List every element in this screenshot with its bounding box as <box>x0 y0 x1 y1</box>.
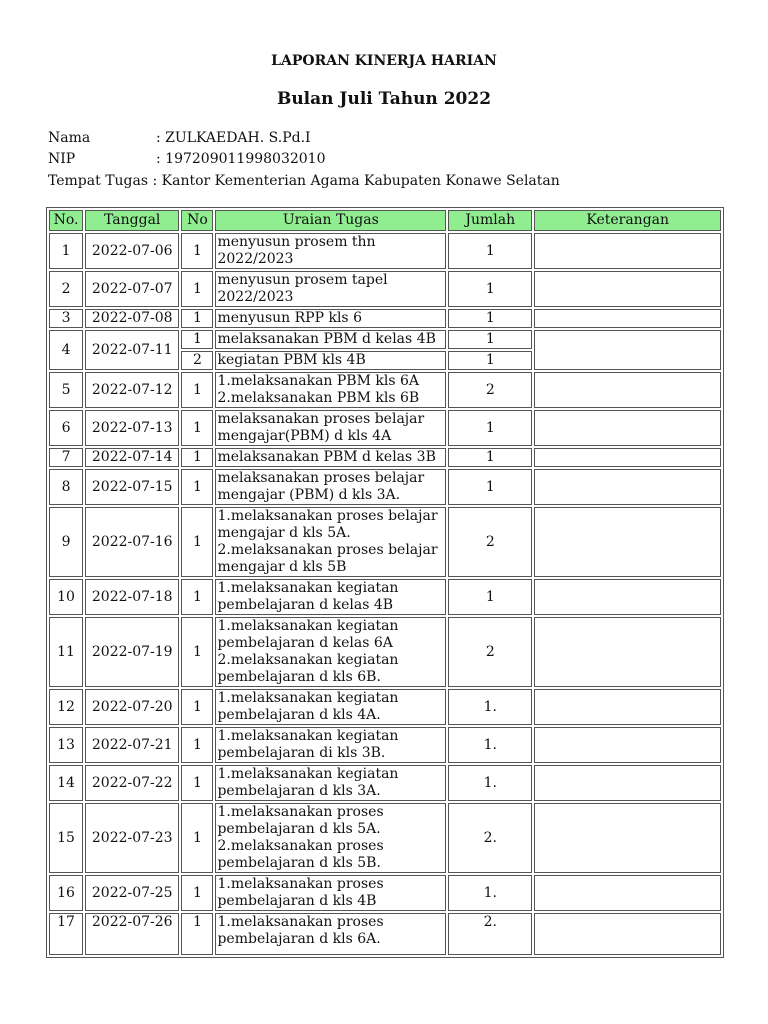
cell-jumlah: 1. <box>448 727 532 763</box>
cell-jumlah: 1 <box>448 309 532 328</box>
cell-tanggal: 2022-07-07 <box>85 271 179 307</box>
table-row <box>49 469 721 505</box>
cell-tanggal: 2022-07-19 <box>85 617 179 687</box>
cell-tanggal: 2022-07-11 <box>85 330 179 370</box>
cell-task-no: 1 <box>181 765 213 801</box>
nip-label: NIP <box>48 151 76 167</box>
cell-jumlah: 1 <box>448 233 532 269</box>
cell-task-no: 1 <box>181 271 213 307</box>
cell-jumlah: 1 <box>448 448 532 467</box>
table-row <box>49 410 721 446</box>
table-row <box>49 689 721 725</box>
table-row <box>49 233 721 269</box>
table-row <box>49 372 721 408</box>
cell-uraian: menyusun prosem tapel 2022/2023 <box>215 271 446 307</box>
table-header <box>49 210 721 231</box>
cell-no: 2 <box>49 271 83 307</box>
cell-keterangan <box>534 617 721 687</box>
cell-no: 6 <box>49 410 83 446</box>
cell-task-no: 1 <box>181 913 213 955</box>
cell-task-no: 1 <box>181 330 213 349</box>
cell-jumlah: 1 <box>448 271 532 307</box>
cell-jumlah: 1. <box>448 765 532 801</box>
cell-keterangan <box>534 448 721 467</box>
cell-tanggal: 2022-07-06 <box>85 233 179 269</box>
nama-value: : ZULKAEDAH. S.Pd.I <box>156 130 311 146</box>
cell-tanggal: 2022-07-20 <box>85 689 179 725</box>
cell-uraian: kegiatan PBM kls 4B <box>215 351 446 370</box>
info-tempat-tugas <box>48 172 560 190</box>
cell-uraian: 1.melaksanakan kegiatan pembelajaran d kelas 6A 2.melaksanakan kegiatan pembelajaran d kls 6B. <box>215 617 446 687</box>
cell-task-no: 1 <box>181 410 213 446</box>
cell-uraian: menyusun RPP kls 6 <box>215 309 446 328</box>
cell-tanggal: 2022-07-26 <box>85 913 179 955</box>
cell-uraian: 1.melaksanakan PBM kls 6A 2.melaksanakan PBM kls 6B <box>215 372 446 408</box>
cell-keterangan <box>534 469 721 505</box>
cell-tanggal: 2022-07-22 <box>85 765 179 801</box>
cell-task-no: 1 <box>181 469 213 505</box>
cell-tanggal: 2022-07-12 <box>85 372 179 408</box>
cell-tanggal: 2022-07-13 <box>85 410 179 446</box>
table-row <box>49 330 721 349</box>
cell-no: 1 <box>49 233 83 269</box>
cell-keterangan <box>534 579 721 615</box>
cell-tanggal: 2022-07-23 <box>85 803 179 873</box>
cell-keterangan <box>534 913 721 955</box>
cell-no: 8 <box>49 469 83 505</box>
cell-no: 11 <box>49 617 83 687</box>
cell-keterangan <box>534 689 721 725</box>
header-keterangan: Keterangan <box>534 210 721 231</box>
table-row <box>49 271 721 307</box>
report-table <box>46 207 724 958</box>
cell-no: 17 <box>49 913 83 955</box>
cell-no: 7 <box>49 448 83 467</box>
cell-no: 16 <box>49 875 83 911</box>
table-body <box>49 233 721 955</box>
cell-no: 14 <box>49 765 83 801</box>
cell-tanggal: 2022-07-08 <box>85 309 179 328</box>
header-uraian-tugas: Uraian Tugas <box>215 210 446 231</box>
cell-tanggal: 2022-07-16 <box>85 507 179 577</box>
cell-keterangan <box>534 372 721 408</box>
header-tanggal: Tanggal <box>85 210 179 231</box>
cell-task-no: 1 <box>181 579 213 615</box>
cell-task-no: 1 <box>181 507 213 577</box>
cell-no: 4 <box>49 330 83 370</box>
cell-keterangan <box>534 233 721 269</box>
cell-uraian: 1.melaksanakan kegiatan pembelajaran d kls 4A. <box>215 689 446 725</box>
nip-value: : 197209011998032010 <box>156 151 326 167</box>
table-row <box>49 579 721 615</box>
cell-tanggal: 2022-07-18 <box>85 579 179 615</box>
cell-jumlah: 2. <box>448 803 532 873</box>
cell-task-no: 1 <box>181 803 213 873</box>
cell-uraian: 1.melaksanakan proses belajar mengajar d kls 5A. 2.melaksanakan proses belajar mengajar d kls 5B <box>215 507 446 577</box>
cell-jumlah: 2 <box>448 372 532 408</box>
cell-jumlah: 1. <box>448 875 532 911</box>
tempat-value: : Kantor Kementerian Agama Kabupaten Konawe Selatan <box>152 173 560 189</box>
cell-uraian: melaksanakan PBM d kelas 3B <box>215 448 446 467</box>
cell-uraian: melaksanakan proses belajar mengajar(PBM) d kls 4A <box>215 410 446 446</box>
info-nama <box>48 129 311 147</box>
cell-no: 12 <box>49 689 83 725</box>
cell-jumlah: 1 <box>448 410 532 446</box>
cell-no: 15 <box>49 803 83 873</box>
cell-no: 13 <box>49 727 83 763</box>
cell-keterangan <box>534 765 721 801</box>
info-nip <box>48 150 326 168</box>
cell-task-no: 1 <box>181 309 213 328</box>
cell-uraian: melaksanakan proses belajar mengajar (PBM) d kls 3A. <box>215 469 446 505</box>
table-row <box>49 803 721 873</box>
cell-tanggal: 2022-07-15 <box>85 469 179 505</box>
cell-jumlah: 2 <box>448 507 532 577</box>
cell-uraian: menyusun prosem thn 2022/2023 <box>215 233 446 269</box>
cell-jumlah: 1 <box>448 579 532 615</box>
table-row <box>49 727 721 763</box>
header-no: No. <box>49 210 83 231</box>
report-title: LAPORAN KINERJA HARIAN <box>271 53 497 69</box>
cell-keterangan <box>534 309 721 328</box>
cell-tanggal: 2022-07-14 <box>85 448 179 467</box>
cell-task-no: 1 <box>181 689 213 725</box>
cell-keterangan <box>534 330 721 370</box>
cell-task-no: 1 <box>181 448 213 467</box>
cell-jumlah: 2 <box>448 617 532 687</box>
cell-uraian: 1.melaksanakan proses pembelajaran d kls 5A. 2.melaksanakan proses pembelajaran d kls 5B. <box>215 803 446 873</box>
cell-no: 3 <box>49 309 83 328</box>
cell-no: 10 <box>49 579 83 615</box>
cell-jumlah: 1. <box>448 689 532 725</box>
cell-jumlah: 1 <box>448 351 532 370</box>
cell-keterangan <box>534 507 721 577</box>
table-row <box>49 875 721 911</box>
cell-tanggal: 2022-07-21 <box>85 727 179 763</box>
cell-uraian: 1.melaksanakan kegiatan pembelajaran d kls 3A. <box>215 765 446 801</box>
header-row <box>49 210 721 231</box>
cell-task-no: 1 <box>181 875 213 911</box>
table-row <box>49 507 721 577</box>
cell-uraian: 1.melaksanakan kegiatan pembelajaran d kelas 4B <box>215 579 446 615</box>
cell-task-no: 1 <box>181 617 213 687</box>
cell-keterangan <box>534 271 721 307</box>
cell-task-no: 1 <box>181 233 213 269</box>
header-no2: No <box>181 210 213 231</box>
cell-no: 9 <box>49 507 83 577</box>
table-row <box>49 617 721 687</box>
cell-no: 5 <box>49 372 83 408</box>
cell-keterangan <box>534 410 721 446</box>
table-row <box>49 913 721 955</box>
cell-task-no: 1 <box>181 727 213 763</box>
cell-jumlah: 1 <box>448 469 532 505</box>
cell-jumlah: 1 <box>448 330 532 349</box>
table-row <box>49 309 721 328</box>
table-row <box>49 448 721 467</box>
cell-keterangan <box>534 727 721 763</box>
report-subtitle: Bulan Juli Tahun 2022 <box>276 89 492 109</box>
cell-jumlah: 2. <box>448 913 532 955</box>
tempat-label: Tempat Tugas <box>48 173 149 189</box>
cell-uraian: 1.melaksanakan proses pembelajaran d kls 6A. <box>215 913 446 955</box>
cell-keterangan <box>534 875 721 911</box>
cell-uraian: 1.melaksanakan proses pembelajaran d kls 4B <box>215 875 446 911</box>
table-row <box>49 765 721 801</box>
cell-keterangan <box>534 803 721 873</box>
header-jumlah: Jumlah <box>448 210 532 231</box>
nama-label: Nama <box>48 130 91 146</box>
cell-task-no: 1 <box>181 372 213 408</box>
cell-tanggal: 2022-07-25 <box>85 875 179 911</box>
cell-uraian: 1.melaksanakan kegiatan pembelajaran di kls 3B. <box>215 727 446 763</box>
cell-task-no: 2 <box>181 351 213 370</box>
cell-uraian: melaksanakan PBM d kelas 4B <box>215 330 446 349</box>
